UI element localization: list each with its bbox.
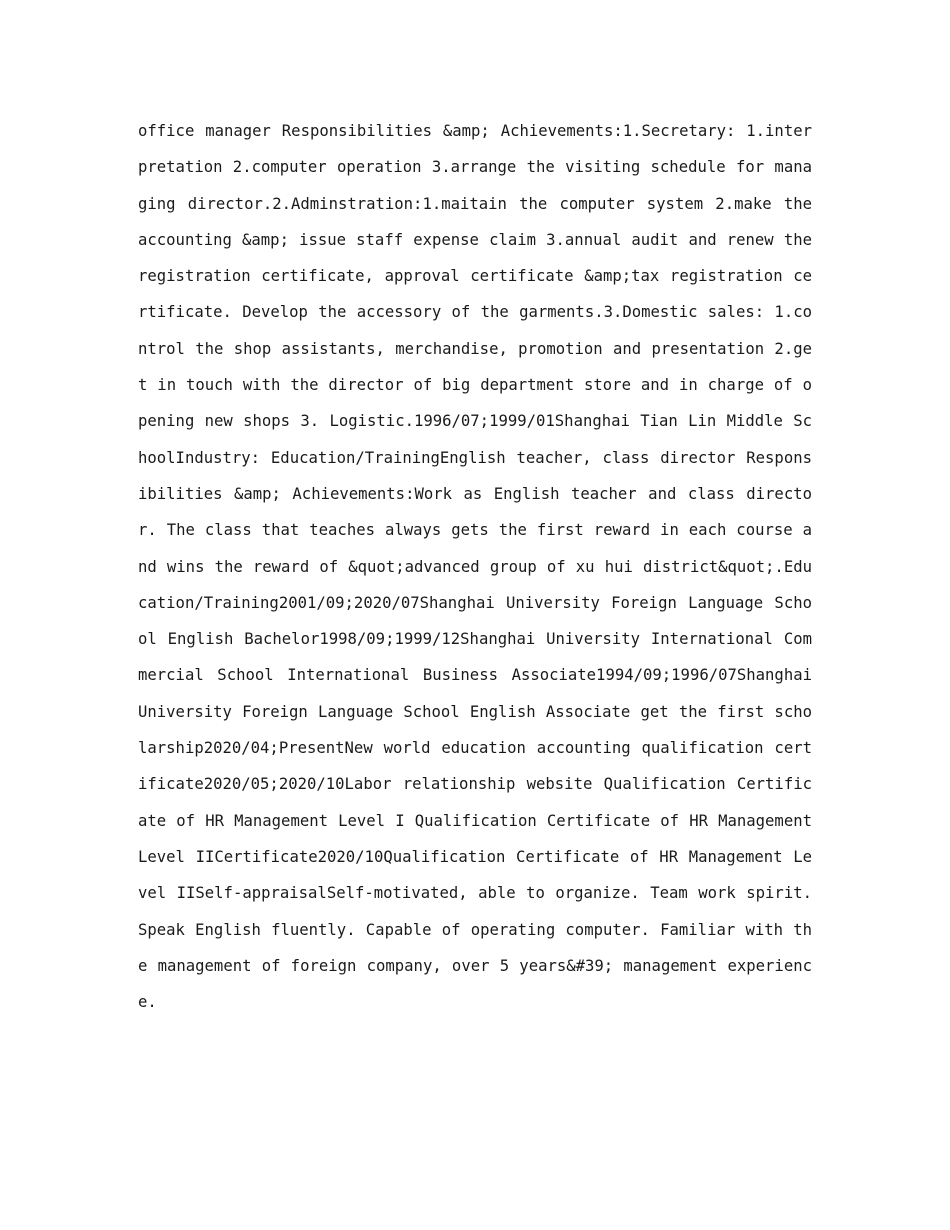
body-paragraph: office manager Responsibilities &amp; Achievements:1.Secretary: 1.interpretation 2.computer operation 3.arrange the visiting schedule for managing director.2.Adminstration:1.maitain the computer system 2.make the accounting &amp; issue staff expense claim 3.annual audit and renew the registration certificate, approval certificate &amp;tax registration certificate. Develop the accessory of the garments.3.Domestic sales: 1.control the shop assistants, merchandise, promotion and presentation 2.get in touch with the director of big department store and in charge of opening new shops 3. Logistic.1996/07;1999/01Shanghai Tian Lin Middle SchoolIndustry: Education/TrainingEnglish teacher, class director Responsibilities &amp; Achievements:Work as English teacher and class director. The class that teaches always gets the first reward in each course and wins the reward of &quot;advanced group of xu hui district&quot;.Education/Training2001/09;2020/07Shanghai University Foreign Language School English Bachelor1998/09;1999/12Shanghai University International Commercial School International Business Associate1994/09;1996/07Shanghai University Foreign Language School English Associate get the first scholarship2020/04;PresentNew world education accounting qualification certificate2020/05;2020/10Labor relationship website Qualification Certificate of HR Management Level I Qualification Certificate of HR Management Level IICertificate2020/10Qualification Certificate of HR Management Level IISelf-appraisalSelf-motivated, able to organize. Team work spirit. Speak English fluently. Capable of operating computer. Familiar with the management of foreign company, over 5 years&#39; management experience. bbox=[138, 122, 812, 1012]
